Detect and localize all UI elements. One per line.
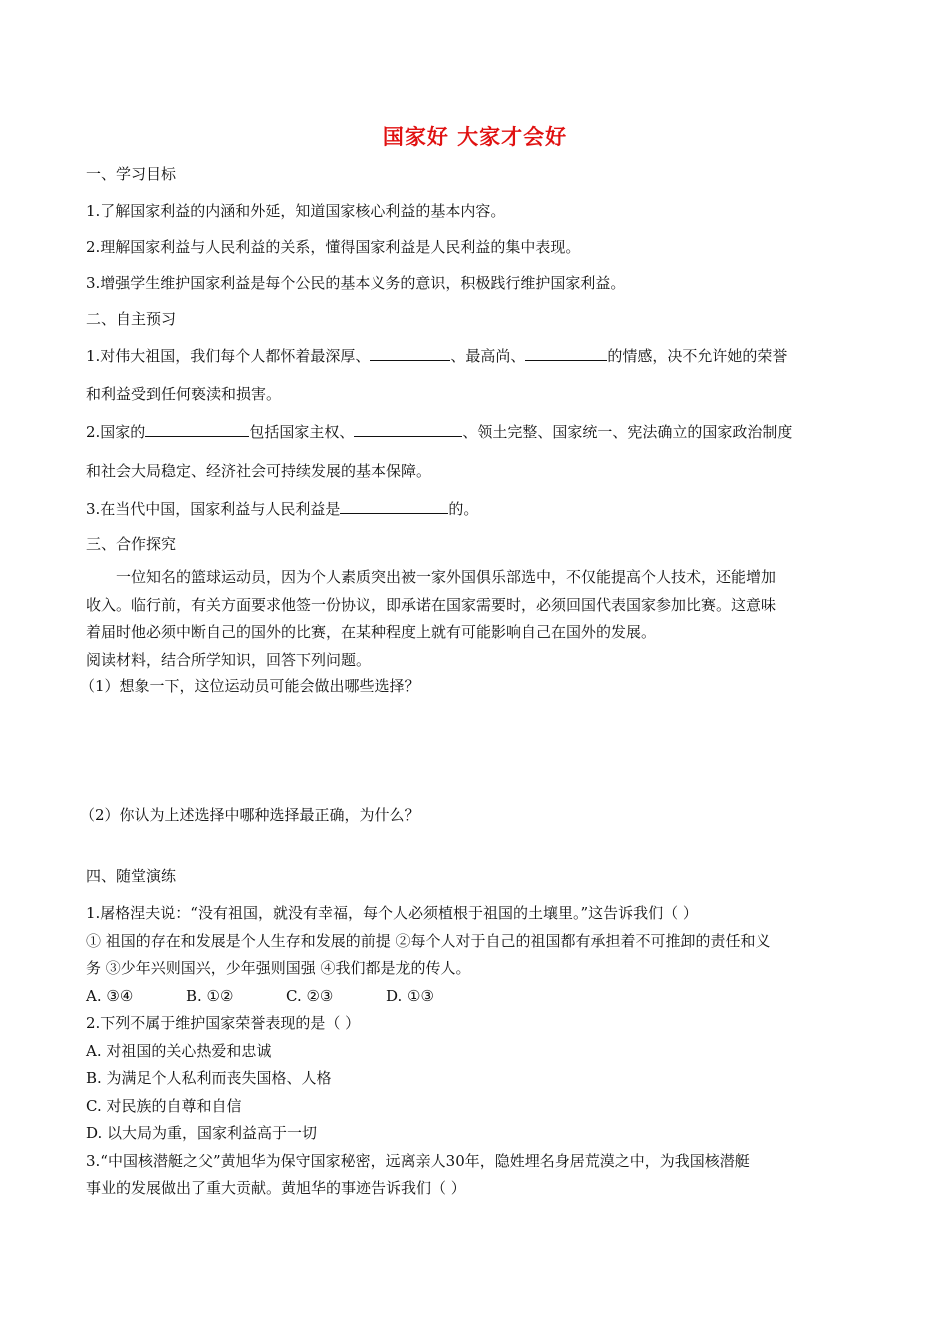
preview-q2-text-a: 2.国家的 xyxy=(86,423,146,441)
option-c[interactable]: C. 对民族的自尊和自信 xyxy=(86,1097,242,1115)
answer-blank[interactable] xyxy=(525,345,607,361)
explore-question-1: （1）想象一下，这位运动员可能会做出哪些选择？ xyxy=(80,677,420,695)
preview-q2-text-c: 、领土完整、国家统一、宪法确立的国家政治制度 xyxy=(462,423,793,441)
option-a[interactable]: A. 对祖国的关心热爱和忠诚 xyxy=(86,1042,272,1060)
preview-question-1 xyxy=(86,345,787,366)
preview-q3-text-a: 3.在当代中国，国家利益与人民利益是 xyxy=(86,500,341,518)
practice-q3-stem-line-1: 3.“中国核潜艇之父”黄旭华为保守国家秘密，远离亲人30年，隐姓埋名身居荒漠之中，为我国核潜艇 xyxy=(86,1152,750,1170)
option-c[interactable]: C. ②③ xyxy=(286,987,334,1005)
section-heading-goals: 一、学习目标 xyxy=(86,165,177,183)
goal-item-1: 1.了解国家利益的内涵和外延，知道国家核心利益的基本内容。 xyxy=(86,202,506,220)
practice-q1-options xyxy=(86,986,434,1006)
material-paragraph-line-1: 一位知名的篮球运动员，因为个人素质突出被一家外国俱乐部选中，不仅能提高个人技术，还能增加 xyxy=(116,568,777,586)
answer-blank[interactable] xyxy=(145,421,249,437)
answer-blank[interactable] xyxy=(340,498,448,514)
preview-q1-text-a: 1.对伟大祖国，我们每个人都怀着最深厚、 xyxy=(86,347,371,365)
practice-q1-statements-line-1: ① 祖国的存在和发展是个人生存和发展的前提 ②每个人对于自己的祖国都有承担着不可推卸的责任和义 xyxy=(86,932,771,950)
goal-item-2: 2.理解国家利益与人民利益的关系，懂得国家利益是人民利益的集中表现。 xyxy=(86,238,581,256)
preview-q3-text-b: 的。 xyxy=(448,500,479,518)
preview-question-2 xyxy=(86,421,792,442)
option-b[interactable]: B. 为满足个人私利而丧失国格、人格 xyxy=(86,1069,332,1087)
practice-q3-stem-line-2: 事业的发展做出了重大贡献。黄旭华的事迹告诉我们（ ） xyxy=(86,1179,466,1197)
material-paragraph-line-3: 着届时他必须中断自己的国外的比赛，在某种程度上就有可能影响自己在国外的发展。 xyxy=(86,623,657,641)
option-a[interactable]: A. ③④ xyxy=(86,987,134,1005)
reading-instruction: 阅读材料，结合所学知识，回答下列问题。 xyxy=(86,651,372,669)
preview-q1-text-b: 、最高尚、 xyxy=(450,347,526,365)
goal-item-3: 3.增强学生维护国家利益是每个公民的基本义务的意识，积极践行维护国家利益。 xyxy=(86,274,626,292)
practice-q1-statements-line-2: 务 ③少年兴则国兴，少年强则国强 ④我们都是龙的传人。 xyxy=(86,959,471,977)
section-heading-explore: 三、合作探究 xyxy=(86,535,177,553)
page-title: 国家好 大家才会好 xyxy=(382,125,568,149)
preview-q1-continuation: 和利益受到任何亵渎和损害。 xyxy=(86,385,282,403)
answer-blank[interactable] xyxy=(370,345,450,361)
preview-q1-text-c: 的情感，决不允许她的荣誉 xyxy=(607,347,788,365)
preview-q2-text-b: 包括国家主权、 xyxy=(249,423,355,441)
section-heading-preview: 二、自主预习 xyxy=(86,310,177,328)
explore-question-2: （2）你认为上述选择中哪种选择最正确，为什么？ xyxy=(80,806,420,824)
material-paragraph-line-2: 收入。临行前，有关方面要求他签一份协议，即承诺在国家需要时，必须回国代表国家参加比赛。这意味 xyxy=(86,596,777,614)
section-heading-practice: 四、随堂演练 xyxy=(86,867,177,885)
practice-q2-stem: 2.下列不属于维护国家荣誉表现的是（ ） xyxy=(86,1014,361,1032)
practice-q1-stem: 1.屠格涅夫说：“没有祖国，就没有幸福，每个人必须植根于祖国的土壤里。”这告诉我们（ ） xyxy=(86,904,698,922)
option-d[interactable]: D. 以大局为重，国家利益高于一切 xyxy=(86,1124,318,1142)
answer-blank[interactable] xyxy=(354,421,462,437)
preview-question-3 xyxy=(86,498,478,519)
option-d[interactable]: D. ①③ xyxy=(386,987,434,1005)
option-b[interactable]: B. ①② xyxy=(186,987,234,1005)
preview-q2-continuation: 和社会大局稳定、经济社会可持续发展的基本保障。 xyxy=(86,462,432,480)
